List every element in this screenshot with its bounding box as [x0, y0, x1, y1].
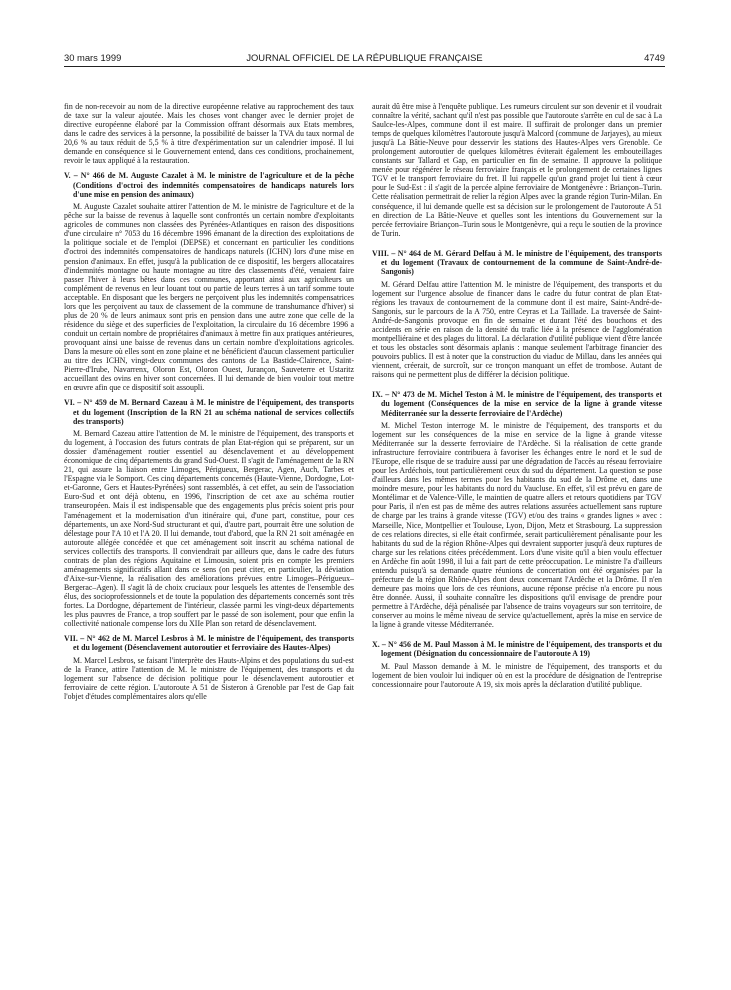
page-header [64, 52, 665, 66]
question-456-text: M. Paul Masson demande à M. le ministre de l'équipement, des transports et du logement de bien vouloir lui indiquer où en est la procédure de désignation de l'entreprise concessionnaire pour l'autoroute A 19, six mois après la déclaration d'utilité publique. [372, 661, 662, 689]
question-466-text: M. Auguste Cazalet souhaite attirer l'attention de M. le ministre de l'agriculture et de la pêche sur la baisse de revenus à laquelle sont confrontés un certain nombre d'exploitants agricoles de communes non classées des Pyrénées-Atlantiques en raison des dispositions d'une circulaire n° 7053 du 16 décembre 1996 émanant de la direction des exploitations de la politique sociale et de l'emploi (DEPSE) et concernant en particulier les conditions d'octroi des indemnités compensatoires de handicaps naturels (ICHN) lors d'une mise en pension d'animaux. En effet, jusqu'à la publication de ce dispositif, les bergers allocataires d'indemnités montagne ou haute montagne au titre des classements d'été, venaient faire passer l'hiver à leurs bêtes dans ces communes, apportant ainsi aux agriculteurs un complément de revenus en leur louant tout ou partie de leurs terres à un tarif somme toute acceptable. En disposant que les bergers ne perçoivent plus les indemnités compensatrices lors que les perçoivent au taux de classement de la commune de transhumance d'hiver) si plus de 20 % de leurs animaux sont pris en pension dans une autre zone que celle de la résidence du siège et des superficies de l'exploitation, la circulaire du 16 décembre 1996 a conduit un certain nombre de propriétaires d'animaux à mettre fin aux pratiques antérieures, provoquant ainsi une baisse de revenus dans un certain nombre d'exploitations agricoles. Dans la mesure où elles sont en zone plaine et ne bénéficient d'aucun classement particulier au titre des ICHN, vingt-deux communes des cantons de La Bastide-Clairence, Saint-Pierre-d'Irube, Navarrenx, Oloron Est, Oloron Ouest, Jurançon, Sauveterre et Ustaritz accueillant des ovins en hiver sont concernées. Il lui demande de bien vouloir tout mettre en œuvre afin que ce dispositif soit assoupli. [64, 202, 354, 393]
right-column [372, 102, 662, 689]
left-column [64, 102, 354, 701]
question-459-text: M. Bernard Cazeau attire l'attention de M. le ministre de l'équipement, des transports et du logement, à l'occasion des futurs contrats de plan Etat-région qui se préparent, sur un dossier d'aménagement routier essentiel au désenclavement et au développement économique de cinq départements du grand Sud-Ouest. Il s'agit de l'aménagement de la RN 21, qui assure la liaison entre Limoges, Périgueux, Bergerac, Agen, Auch, Tarbes et l'Espagne via le Somport. Ces cinq départements concernés (Haute-Vienne, Dordogne, Lot-et-Garonne, Gers et Hautes-Pyrénées) sont rassemblés, à cet effet, au sein de l'association Euro-Sud et ont déjà obtenu, en 1996, l'inscription de cet axe au schéma routier transeuropéen. Mais il est indispensable que des engagements plus précis soient pris pour l'aménagement et la modernisation d'un itinéraire qui, d'une part, constitue, pour ces départements, un axe Nord-Sud structurant et qui, d'autre part, pourrait être une solution de délestage pour l'A 10 et l'A 20. Il lui demande, tout d'abord, que la RN 21 soit aménagée en autoroute allégée concédée et que cet aménagement soit inscrit au schéma national de services collectifs des transports. Il conviendrait par ailleurs que, dans le cadre des futurs contrats de plan des régions Aquitaine et Limousin, soient pris en compte les premiers aménagements significatifs allant dans ce sens (on peut citer, en particulier, la déviation d'Aixe-sur-Vienne, la réalisation des améliorations prévues entre Limoges–Périgueux–Bergerac–Agen). Il s'agit là de choix cruciaux pour lesquels les attentes de l'ensemble des élus, des socioprofessionnels et de toute la population des départements concernés sont très fortes. La Dordogne, département de l'intérieur, classée parmi les vingt-deux départements les plus pauvres de France, a trop souffert par le passé de son isolement, pour que enfin la collectivité nationale compense lors du XIIe Plan son retard de désenclavement. [64, 429, 354, 629]
journal-title: JOURNAL OFFICIEL DE LA RÉPUBLIQUE FRANÇAISE [246, 52, 483, 63]
question-462-heading: VII. – N° 462 de M. Marcel Lesbros à M. le ministre de l'équipement, des transports et du logement (Désenclavement autoroutier et ferroviaire des Hautes-Alpes) [64, 634, 354, 653]
question-462-continuation: aurait dû être mise à l'enquête publique. Les rumeurs circulent sur son devenir et il voudrait connaître la vérité, sachant qu'il n'est pas possible que l'autoroute s'arrête en cul de sac à La Saulce-les-Alpes, commune dont il est maire. Il suffirait de prolonger dans un premier temps de quelques kilomètres l'autoroute jusqu'à Malcord (commune de Jarjayes), au mieux jusqu'à La Bâtie-Neuve pour desservir les stations des Hautes-Alpes vers Grenoble. Ce prolongement autoroutier de quelques kilomètres éviterait également les embouteillages constants sur Tallard et Gap, en particulier en fin de semaine. Il approuve la politique menée pour régénérer le réseau ferroviaire français et le prolongement de certaines lignes TGV et le transport ferroviaire du fret. Il lui rappelle qu'un grand projet lui tient à cœur pour le Sud-Est : il s'agit de la percée alpine ferroviaire de Montgenèvre : Briançon–Turin. Cette réalisation permettrait de relier la région Alpes avec la grande région Turin-Milan. En conséquence, il lui demande quelle est sa décision sur le prolongement de l'autoroute A 51 en direction de La Bâtie-Neuve et quelles sont les intentions du Gouvernement sur la percée ferroviaire Briançon–Turin sous le Montgenèvre, qui a reçu le soutien de la province de Turin. [372, 102, 662, 238]
question-464-heading: VIII. – N° 464 de M. Gérard Delfau à M. le ministre de l'équipement, des transports et du logement (Travaux de contournement de la commune de Saint-André-de-Sangonis) [372, 248, 662, 277]
question-466-heading: V. – N° 466 de M. Auguste Cazalet à M. le ministre de l'agriculture et de la pêche (Conditions d'octroi des indemnités compensatoires de handicaps naturels lors d'une mise en pension des animaux) [64, 171, 354, 199]
question-464-text: M. Gérard Delfau attire l'attention M. le ministre de l'équipement, des transports et du logement sur l'urgence absolue de financer dans le cadre du futur contrat de plan Etat-régions les travaux de contournement de la commune dont il est maire, Saint-André-de-Sangonis, sur le parcours de la A 750, entre Ceyras et La Taillade. La traversée de Saint-André-de-Sangonis provoque en fin de semaine et durant l'été des bouchons et des accidents en série en raison de la densité du trafic liée à la présence de l'agglomération montpelliéraine et des plages du littoral. La déclaration d'utilité publique vient d'être lancée et tous les obstacles sont désormais aplanis : manque seulement l'arbitrage financier des pouvoirs publics. Il est à noter que la construction du viaduc de Millau, dans les années qui viennent, créerait, de surcroît, sur ce tronçon manquant un effet de trombose. Autant de raisons qui ne permettent plus de différer la décision politique. [372, 279, 662, 380]
page-number: 4749 [644, 52, 665, 63]
question-473-heading: IX. – N° 473 de M. Michel Teston à M. le ministre de l'équipement, des transports et du logement (Conséquences de la mise en service de la ligne à grande vitesse Méditerranée sur la desserte ferroviaire de l'Ardèche) [372, 390, 662, 418]
question-473-text: M. Michel Teston interroge M. le ministre de l'équipement, des transports et du logement sur les conséquences de la mise en service de la ligne à grande vitesse Méditerranée sur la desserte ferroviaire de l'Ardèche. Si la réalisation de cette grande infrastructure ferroviaire contribuera à favoriser les échanges entre le nord et le sud de l'Europe, elle risque de se traduire aussi par une dégradation de l'accès au réseau ferroviaire pour les Ardéchois, tout particulièrement ceux du sud du département. La question se pose d'ailleurs dans les mêmes termes pour les habitants du sud de la Drôme et, dans une moindre mesure, pour les habitants du nord du Vaucluse. En effet, s'il est prévu en gare de Montélimar et de Valence-Ville, le maintien de quatre allers et retours quotidiens par TGV pour Paris, il n'en est pas de même des autres relations assurées actuellement sans rupture de charge par les trains à grande vitesse (TGV) et/ou des trains « grandes lignes » avec : Marseille, Nice, Montpellier et Toulouse, Lyon, Dijon, Metz et Strasbourg. La suppression de ces relations directes, si elle était confirmée, serait particulièrement pénalisante pour les habitants du sud de la région Rhône-Alpes qui devraient supporter jusqu'à deux ruptures de charge sur les relations citées précédemment. Lors d'une visite qu'il a bien voulu effectuer en Ardèche fin août 1998, il lui a fait part de cette préoccupation. Le ministre l'a d'ailleurs entendu puisqu'à sa demande quatre réunions de concertation ont été organisées par la préfecture de la région Rhône-Alpes dont deux concernant l'Ardèche et la Drôme. Il n'en demeure pas moins que lors de ces réunions, aucune réponse précise n'a encore pu nous être donnée. Aussi, il souhaite connaître les dispositions qu'il envisage de prendre pour permettre à l'Ardèche, déjà pénalisée par l'absence de trains voyageurs sur son territoire, de conserver au moins le même niveau de service qu'actuellement, après la mise en service de la ligne à grande vitesse Méditerranée. [372, 421, 662, 630]
question-459-heading: VI. – N° 459 de M. Bernard Cazeau à M. le ministre de l'équipement, des transports et du logement (Inscription de la RN 21 au schéma national de services collectifs des transports) [64, 398, 354, 426]
question-456-heading: X. – N° 456 de M. Paul Masson à M. le ministre de l'équipement, des transports et du logement (Désignation du concessionnaire de l'autoroute A 19) [372, 640, 662, 659]
question-462-text: M. Marcel Lesbros, se faisant l'interprète des Hauts-Alpins et des populations du sud-est de la France, attire l'attention de M. le ministre de l'équipement, des transports et du logement sur l'absence de décision politique pour le désenclavement autoroutier et ferroviaire de cette région. L'autoroute A 51 de Sisteron à Grenoble par l'est de Gap fait l'objet d'études complémentaires alors qu'elle [64, 655, 354, 701]
issue-date: 30 mars 1999 [64, 52, 122, 63]
continued-paragraph: fin de non-recevoir au nom de la directive européenne relative au rapprochement des taux de taxe sur la valeur ajoutée. Mais les choses vont changer avec le dernier projet de directive européenne élaboré par la Commission offrant désormais aux Etats membres, dans le cadre des services à la personne, la possibilité de baisser la TVA du taux normal de 20,6 % au taux réduit de 5,5 % à titre d'expérimentation sur un calendrier imposé. Il lui demande en conséquence si le Gouvernement entend, dans ces conditions, prochainement, revoir le taux appliqué à la restauration. [64, 102, 354, 166]
header-rule [64, 66, 665, 67]
